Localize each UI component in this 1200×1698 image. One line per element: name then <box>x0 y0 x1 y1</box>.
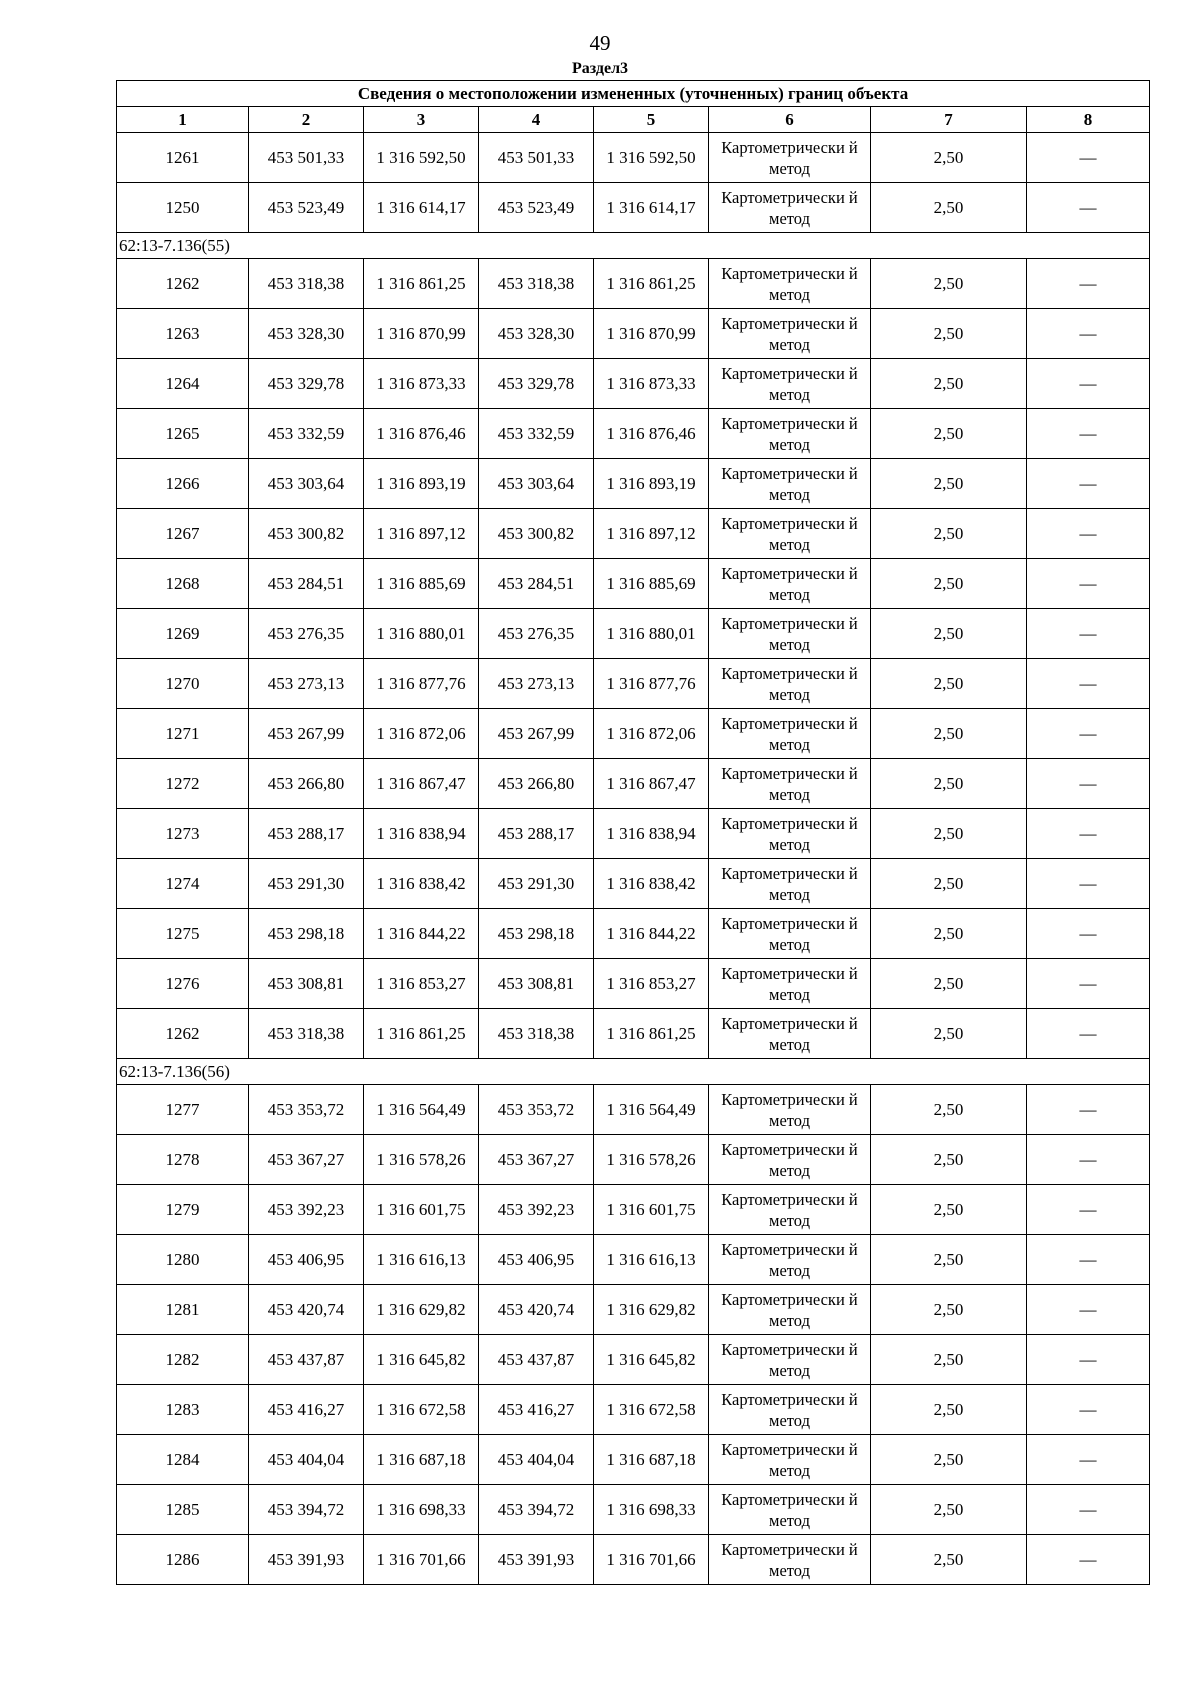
cell-description: — <box>1027 259 1150 309</box>
cell-new-x: 453 298,18 <box>479 909 594 959</box>
table-row <box>117 359 1150 409</box>
table-row <box>117 1009 1150 1059</box>
cell-description: — <box>1027 859 1150 909</box>
cell-description: — <box>1027 1335 1150 1385</box>
cell-point-number: 1266 <box>117 459 249 509</box>
cell-description: — <box>1027 659 1150 709</box>
cell-method: Картометрически й метод <box>709 759 871 809</box>
table-row <box>117 1235 1150 1285</box>
cell-accuracy: 2,50 <box>871 1335 1027 1385</box>
cell-existing-x: 453 298,18 <box>249 909 364 959</box>
cell-existing-y: 1 316 838,94 <box>364 809 479 859</box>
cell-existing-x: 453 420,74 <box>249 1285 364 1335</box>
cell-new-x: 453 329,78 <box>479 359 594 409</box>
cell-existing-y: 1 316 877,76 <box>364 659 479 709</box>
cell-accuracy: 2,50 <box>871 909 1027 959</box>
cell-description: — <box>1027 1385 1150 1435</box>
cell-new-y: 1 316 861,25 <box>594 1009 709 1059</box>
table-row <box>117 509 1150 559</box>
cell-new-x: 453 328,30 <box>479 309 594 359</box>
table-body <box>117 133 1150 1585</box>
cell-existing-y: 1 316 645,82 <box>364 1335 479 1385</box>
cell-new-x: 453 501,33 <box>479 133 594 183</box>
cell-new-x: 453 291,30 <box>479 859 594 909</box>
cell-existing-y: 1 316 876,46 <box>364 409 479 459</box>
cell-description: — <box>1027 1285 1150 1335</box>
cell-new-y: 1 316 629,82 <box>594 1285 709 1335</box>
cell-existing-y: 1 316 867,47 <box>364 759 479 809</box>
table-caption-row <box>117 81 1150 107</box>
cell-point-number: 1265 <box>117 409 249 459</box>
table-row <box>117 1085 1150 1135</box>
cell-method: Картометрически й метод <box>709 1135 871 1185</box>
table-row <box>117 133 1150 183</box>
column-number-6: 6 <box>709 107 871 133</box>
cell-accuracy: 2,50 <box>871 309 1027 359</box>
cell-existing-x: 453 328,30 <box>249 309 364 359</box>
cell-method: Картометрически й метод <box>709 359 871 409</box>
cell-description: — <box>1027 309 1150 359</box>
cell-new-y: 1 316 897,12 <box>594 509 709 559</box>
cell-method: Картометрически й метод <box>709 959 871 1009</box>
cell-accuracy: 2,50 <box>871 1185 1027 1235</box>
cell-method: Картометрически й метод <box>709 459 871 509</box>
cell-method: Картометрически й метод <box>709 1385 871 1435</box>
cell-accuracy: 2,50 <box>871 509 1027 559</box>
cell-accuracy: 2,50 <box>871 459 1027 509</box>
cell-description: — <box>1027 1009 1150 1059</box>
cell-existing-x: 453 391,93 <box>249 1535 364 1585</box>
cell-existing-y: 1 316 861,25 <box>364 1009 479 1059</box>
table-row <box>117 859 1150 909</box>
cell-accuracy: 2,50 <box>871 359 1027 409</box>
cell-point-number: 1268 <box>117 559 249 609</box>
column-number-8: 8 <box>1027 107 1150 133</box>
cell-existing-y: 1 316 897,12 <box>364 509 479 559</box>
table-row <box>117 609 1150 659</box>
cell-description: — <box>1027 609 1150 659</box>
cell-existing-y: 1 316 870,99 <box>364 309 479 359</box>
cell-new-x: 453 273,13 <box>479 659 594 709</box>
cell-existing-x: 453 291,30 <box>249 859 364 909</box>
cell-new-y: 1 316 853,27 <box>594 959 709 1009</box>
cell-accuracy: 2,50 <box>871 1009 1027 1059</box>
cell-method: Картометрически й метод <box>709 609 871 659</box>
cell-point-number: 1275 <box>117 909 249 959</box>
cell-new-x: 453 392,23 <box>479 1185 594 1235</box>
cell-existing-y: 1 316 578,26 <box>364 1135 479 1185</box>
cell-method: Картометрически й метод <box>709 1085 871 1135</box>
cell-new-x: 453 288,17 <box>479 809 594 859</box>
cell-point-number: 1278 <box>117 1135 249 1185</box>
cell-accuracy: 2,50 <box>871 1085 1027 1135</box>
column-number-5: 5 <box>594 107 709 133</box>
cell-point-number: 1279 <box>117 1185 249 1235</box>
cell-new-x: 453 437,87 <box>479 1335 594 1385</box>
cell-existing-y: 1 316 564,49 <box>364 1085 479 1135</box>
cell-existing-x: 453 404,04 <box>249 1435 364 1485</box>
cell-method: Картометрически й метод <box>709 1485 871 1535</box>
cell-new-y: 1 316 876,46 <box>594 409 709 459</box>
cell-accuracy: 2,50 <box>871 1135 1027 1185</box>
column-number-7: 7 <box>871 107 1027 133</box>
cell-method: Картометрически й метод <box>709 409 871 459</box>
group-label: 62:13-7.136(55) <box>117 233 1150 259</box>
table-row <box>117 259 1150 309</box>
section-title: Раздел3 <box>571 60 629 77</box>
cell-existing-x: 453 318,38 <box>249 259 364 309</box>
cell-description: — <box>1027 1235 1150 1285</box>
cell-point-number: 1262 <box>117 259 249 309</box>
cell-point-number: 1283 <box>117 1385 249 1435</box>
cell-new-y: 1 316 873,33 <box>594 359 709 409</box>
cell-new-y: 1 316 564,49 <box>594 1085 709 1135</box>
cell-point-number: 1284 <box>117 1435 249 1485</box>
cell-accuracy: 2,50 <box>871 1285 1027 1335</box>
cell-method: Картометрически й метод <box>709 1535 871 1585</box>
table-row <box>117 459 1150 509</box>
cell-description: — <box>1027 559 1150 609</box>
cell-accuracy: 2,50 <box>871 859 1027 909</box>
cell-point-number: 1282 <box>117 1335 249 1385</box>
cell-new-x: 453 284,51 <box>479 559 594 609</box>
cell-description: — <box>1027 1485 1150 1535</box>
cell-description: — <box>1027 1435 1150 1485</box>
cell-existing-x: 453 406,95 <box>249 1235 364 1285</box>
cell-existing-x: 453 288,17 <box>249 809 364 859</box>
cell-method: Картометрически й метод <box>709 1435 871 1485</box>
cell-point-number: 1276 <box>117 959 249 1009</box>
column-number-2: 2 <box>249 107 364 133</box>
table-row <box>117 309 1150 359</box>
table-row <box>117 1385 1150 1435</box>
cell-new-y: 1 316 616,13 <box>594 1235 709 1285</box>
cell-new-y: 1 316 861,25 <box>594 259 709 309</box>
group-row <box>117 233 1150 259</box>
column-number-3: 3 <box>364 107 479 133</box>
cell-existing-x: 453 394,72 <box>249 1485 364 1535</box>
cell-description: — <box>1027 1085 1150 1135</box>
cell-existing-y: 1 316 853,27 <box>364 959 479 1009</box>
table-row <box>117 959 1150 1009</box>
cell-new-x: 453 420,74 <box>479 1285 594 1335</box>
cell-new-y: 1 316 880,01 <box>594 609 709 659</box>
cell-new-x: 453 367,27 <box>479 1135 594 1185</box>
cell-method: Картометрически й метод <box>709 309 871 359</box>
table-row <box>117 809 1150 859</box>
table-row <box>117 1285 1150 1335</box>
cell-existing-x: 453 332,59 <box>249 409 364 459</box>
cell-accuracy: 2,50 <box>871 759 1027 809</box>
cell-description: — <box>1027 183 1150 233</box>
cell-point-number: 1264 <box>117 359 249 409</box>
cell-accuracy: 2,50 <box>871 259 1027 309</box>
table-row <box>117 1185 1150 1235</box>
table-row <box>117 1435 1150 1485</box>
cell-existing-x: 453 437,87 <box>249 1335 364 1385</box>
cell-existing-y: 1 316 838,42 <box>364 859 479 909</box>
cell-existing-y: 1 316 592,50 <box>364 133 479 183</box>
cell-existing-x: 453 523,49 <box>249 183 364 233</box>
cell-existing-y: 1 316 880,01 <box>364 609 479 659</box>
cell-existing-x: 453 276,35 <box>249 609 364 659</box>
cell-new-x: 453 300,82 <box>479 509 594 559</box>
table-row <box>117 409 1150 459</box>
cell-accuracy: 2,50 <box>871 1435 1027 1485</box>
cell-new-x: 453 391,93 <box>479 1535 594 1585</box>
cell-point-number: 1272 <box>117 759 249 809</box>
table-caption: Сведения о местоположении измененных (уточненных) границ объекта <box>117 81 1150 107</box>
cell-new-x: 453 406,95 <box>479 1235 594 1285</box>
cell-new-x: 453 318,38 <box>479 259 594 309</box>
cell-existing-x: 453 416,27 <box>249 1385 364 1435</box>
cell-description: — <box>1027 809 1150 859</box>
table-row <box>117 909 1150 959</box>
cell-existing-x: 453 367,27 <box>249 1135 364 1185</box>
cell-existing-y: 1 316 672,58 <box>364 1385 479 1435</box>
cell-description: — <box>1027 1135 1150 1185</box>
cell-existing-x: 453 392,23 <box>249 1185 364 1235</box>
cell-existing-x: 453 308,81 <box>249 959 364 1009</box>
cell-new-y: 1 316 872,06 <box>594 709 709 759</box>
cell-existing-x: 453 267,99 <box>249 709 364 759</box>
cell-existing-y: 1 316 614,17 <box>364 183 479 233</box>
cell-existing-y: 1 316 601,75 <box>364 1185 479 1235</box>
cell-existing-x: 453 303,64 <box>249 459 364 509</box>
cell-method: Картометрически й метод <box>709 1235 871 1285</box>
cell-accuracy: 2,50 <box>871 409 1027 459</box>
cell-description: — <box>1027 709 1150 759</box>
cell-accuracy: 2,50 <box>871 959 1027 1009</box>
cell-new-y: 1 316 893,19 <box>594 459 709 509</box>
table-row <box>117 709 1150 759</box>
cell-new-x: 453 416,27 <box>479 1385 594 1435</box>
cell-description: — <box>1027 509 1150 559</box>
cell-point-number: 1280 <box>117 1235 249 1285</box>
table-row <box>117 759 1150 809</box>
cell-existing-x: 453 300,82 <box>249 509 364 559</box>
cell-new-y: 1 316 701,66 <box>594 1535 709 1585</box>
table-row <box>117 659 1150 709</box>
cell-accuracy: 2,50 <box>871 1485 1027 1535</box>
cell-accuracy: 2,50 <box>871 809 1027 859</box>
cell-new-y: 1 316 867,47 <box>594 759 709 809</box>
cell-existing-x: 453 273,13 <box>249 659 364 709</box>
cell-new-x: 453 303,64 <box>479 459 594 509</box>
cell-existing-y: 1 316 844,22 <box>364 909 479 959</box>
cell-accuracy: 2,50 <box>871 183 1027 233</box>
group-row <box>117 1059 1150 1085</box>
cell-point-number: 1261 <box>117 133 249 183</box>
cell-method: Картометрически й метод <box>709 133 871 183</box>
cell-method: Картометрически й метод <box>709 559 871 609</box>
cell-existing-x: 453 501,33 <box>249 133 364 183</box>
cell-new-y: 1 316 870,99 <box>594 309 709 359</box>
cell-existing-y: 1 316 893,19 <box>364 459 479 509</box>
cell-method: Картометрически й метод <box>709 659 871 709</box>
cell-new-y: 1 316 885,69 <box>594 559 709 609</box>
cell-new-x: 453 318,38 <box>479 1009 594 1059</box>
page-number: 49 <box>589 31 611 55</box>
cell-accuracy: 2,50 <box>871 709 1027 759</box>
table-row <box>117 1535 1150 1585</box>
cell-new-x: 453 404,04 <box>479 1435 594 1485</box>
cell-new-y: 1 316 672,58 <box>594 1385 709 1435</box>
cell-new-y: 1 316 838,94 <box>594 809 709 859</box>
cell-description: — <box>1027 409 1150 459</box>
table-row <box>117 1485 1150 1535</box>
cell-existing-y: 1 316 616,13 <box>364 1235 479 1285</box>
cell-existing-y: 1 316 687,18 <box>364 1435 479 1485</box>
cell-point-number: 1269 <box>117 609 249 659</box>
cell-existing-x: 453 353,72 <box>249 1085 364 1135</box>
cell-point-number: 1285 <box>117 1485 249 1535</box>
cell-point-number: 1263 <box>117 309 249 359</box>
cell-method: Картометрически й метод <box>709 183 871 233</box>
cell-new-y: 1 316 578,26 <box>594 1135 709 1185</box>
cell-new-y: 1 316 614,17 <box>594 183 709 233</box>
cell-description: — <box>1027 1185 1150 1235</box>
cell-method: Картометрически й метод <box>709 859 871 909</box>
table-row <box>117 183 1150 233</box>
cell-method: Картометрически й метод <box>709 259 871 309</box>
cell-description: — <box>1027 759 1150 809</box>
cell-method: Картометрически й метод <box>709 1335 871 1385</box>
cell-accuracy: 2,50 <box>871 1535 1027 1585</box>
cell-point-number: 1262 <box>117 1009 249 1059</box>
cell-existing-x: 453 329,78 <box>249 359 364 409</box>
cell-method: Картометрически й метод <box>709 1185 871 1235</box>
cell-accuracy: 2,50 <box>871 559 1027 609</box>
cell-accuracy: 2,50 <box>871 133 1027 183</box>
cell-point-number: 1277 <box>117 1085 249 1135</box>
cell-new-x: 453 267,99 <box>479 709 594 759</box>
cell-method: Картометрически й метод <box>709 509 871 559</box>
cell-new-x: 453 276,35 <box>479 609 594 659</box>
table-row <box>117 1135 1150 1185</box>
cell-new-y: 1 316 645,82 <box>594 1335 709 1385</box>
cell-existing-y: 1 316 872,06 <box>364 709 479 759</box>
column-number-4: 4 <box>479 107 594 133</box>
cell-new-y: 1 316 838,42 <box>594 859 709 909</box>
cell-accuracy: 2,50 <box>871 659 1027 709</box>
cell-existing-x: 453 284,51 <box>249 559 364 609</box>
column-number-1: 1 <box>117 107 249 133</box>
cell-new-x: 453 394,72 <box>479 1485 594 1535</box>
cell-description: — <box>1027 133 1150 183</box>
cell-point-number: 1271 <box>117 709 249 759</box>
cell-new-y: 1 316 844,22 <box>594 909 709 959</box>
cell-new-x: 453 266,80 <box>479 759 594 809</box>
cell-existing-x: 453 266,80 <box>249 759 364 809</box>
cell-existing-y: 1 316 698,33 <box>364 1485 479 1535</box>
cell-new-y: 1 316 592,50 <box>594 133 709 183</box>
cell-new-x: 453 353,72 <box>479 1085 594 1135</box>
table-row <box>117 1335 1150 1385</box>
cell-method: Картометрически й метод <box>709 709 871 759</box>
cell-accuracy: 2,50 <box>871 1235 1027 1285</box>
cell-point-number: 1270 <box>117 659 249 709</box>
cell-description: — <box>1027 459 1150 509</box>
cell-new-x: 453 308,81 <box>479 959 594 1009</box>
cell-accuracy: 2,50 <box>871 1385 1027 1435</box>
cell-existing-y: 1 316 885,69 <box>364 559 479 609</box>
group-label: 62:13-7.136(56) <box>117 1059 1150 1085</box>
cell-point-number: 1281 <box>117 1285 249 1335</box>
cell-point-number: 1273 <box>117 809 249 859</box>
cell-point-number: 1250 <box>117 183 249 233</box>
cell-new-x: 453 332,59 <box>479 409 594 459</box>
cell-new-y: 1 316 698,33 <box>594 1485 709 1535</box>
cell-method: Картометрически й метод <box>709 1285 871 1335</box>
cell-description: — <box>1027 1535 1150 1585</box>
cell-existing-y: 1 316 701,66 <box>364 1535 479 1585</box>
cell-method: Картометрически й метод <box>709 809 871 859</box>
cell-new-y: 1 316 687,18 <box>594 1435 709 1485</box>
cell-point-number: 1286 <box>117 1535 249 1585</box>
cell-existing-y: 1 316 629,82 <box>364 1285 479 1335</box>
cell-description: — <box>1027 359 1150 409</box>
cell-new-y: 1 316 601,75 <box>594 1185 709 1235</box>
cell-existing-x: 453 318,38 <box>249 1009 364 1059</box>
cell-new-x: 453 523,49 <box>479 183 594 233</box>
cell-new-y: 1 316 877,76 <box>594 659 709 709</box>
cell-existing-y: 1 316 861,25 <box>364 259 479 309</box>
cell-point-number: 1274 <box>117 859 249 909</box>
cell-description: — <box>1027 959 1150 1009</box>
cell-method: Картометрически й метод <box>709 1009 871 1059</box>
column-numbers-row <box>117 107 1150 133</box>
boundary-coordinates-table <box>116 80 1150 1585</box>
cell-description: — <box>1027 909 1150 959</box>
cell-method: Картометрически й метод <box>709 909 871 959</box>
table-row <box>117 559 1150 609</box>
cell-accuracy: 2,50 <box>871 609 1027 659</box>
cell-existing-y: 1 316 873,33 <box>364 359 479 409</box>
cell-point-number: 1267 <box>117 509 249 559</box>
